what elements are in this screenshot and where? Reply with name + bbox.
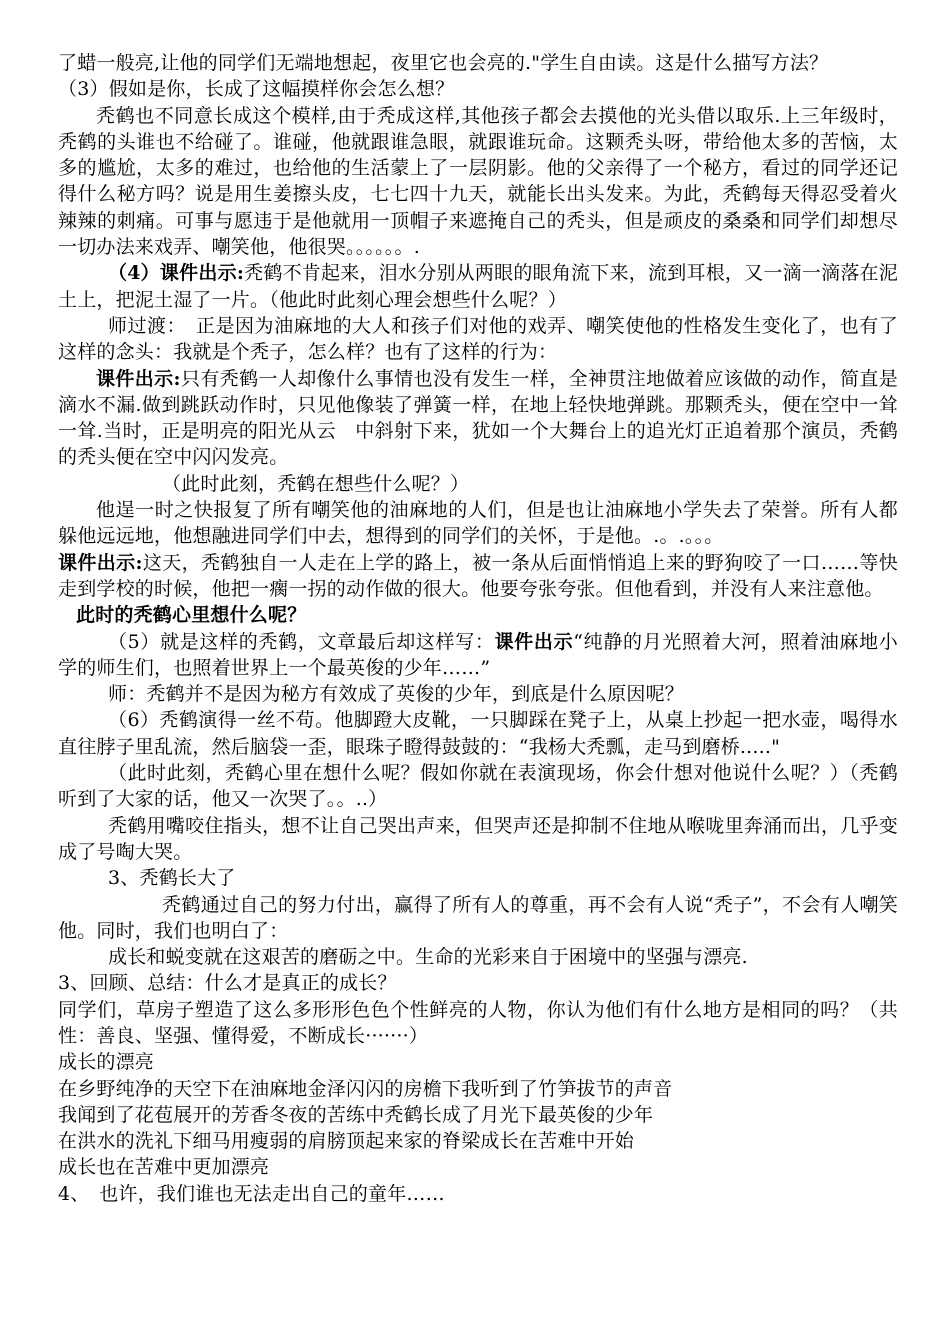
courseware-label: 课件出示:: [58, 551, 143, 574]
question-heart: 此时的秃鹤心里想什么呢？: [76, 604, 307, 627]
poem-title: 成长的漂亮: [58, 1051, 155, 1074]
prompt-performance: （此时此刻，秃鹤心里在想什么呢？假如你就在表演现场，你会什想对他说什么呢？）（秃鹤听到了大家的话，他又一次哭了。。..）: [58, 762, 898, 811]
poem-line: 在乡野纯净的天空下在油麻地金泽闪闪的房檐下我听到了竹笋拔节的声音: [58, 1077, 673, 1100]
paragraph-opening-quote: 了蜡一般亮,让他的同学们无端地想起，夜里它也会亮的."学生自由读。这是什么描写方法？: [58, 52, 829, 74]
section-heading-childhood: 4、 也许，我们谁也无法走出自己的童年……: [58, 1182, 445, 1205]
paragraph-revenge: 他逞一时之快报复了所有嘲笑他的油麻地的人们，但是也让油麻地小学失去了荣誉。所有人都躲他远远地，他想融进同学们中去，想得到的同学们的关怀，于是他。.。.。。。: [58, 499, 898, 548]
document-page: [58, 50, 898, 1207]
question-4: [58, 260, 898, 313]
poem-line: 成长也在苦难中更加漂亮: [58, 1156, 270, 1179]
section-heading-grew-up: 3、秃鹤长大了: [108, 867, 236, 890]
courseware-label: 课件出示:: [96, 367, 181, 390]
question-5-quote: “纯静的月光照着大河，照着油麻地小学的师生们，也照着世界上一个最英俊的少年……”: [58, 630, 898, 679]
teacher-transition: 师过渡： 正是因为油麻地的大人和孩子们对他的戏弄、嘲笑使他的性格发生变化了，也有了这样的念头：我就是个秃子，怎么样？也有了这样的行为：: [58, 314, 898, 364]
question-3: （3）假如是你，长成了这幅摸样你会怎么想？: [58, 78, 455, 101]
courseware-dog: [58, 550, 898, 603]
courseware-exercise-text: 只有秃鹤一人却像什么事情也没有发生一样，全神贯注地做着应该做的动作，简直是滴水不漏.做到跳跃动作时，只见他像装了弹簧一样，在地上轻快地弹跳。那颗秃头，便在空中一耸一耸.当时，正是明亮的阳光从云 中斜射下来，犹如一个大舞台上的追光灯正追着那个演员，秃鹤的秃头便在空中闪闪发亮。: [58, 367, 899, 469]
paragraph-conclusion: 成长和蜕变就在这艰苦的磨砺之中。生命的光彩来自于困境中的坚强与漂亮.: [108, 946, 748, 969]
courseware-label: （4）课件出示:: [108, 262, 245, 285]
paragraph-crying: 秃鹤用嘴咬住指头，想不让自己哭出声来，但哭声还是抑制不住地从喉咙里奔涌而出，几乎变成了号啕大哭。: [58, 814, 898, 863]
poem-line: 我闻到了花苞展开的芳香冬夜的苦练中秃鹤长成了月光下最英俊的少年: [58, 1103, 654, 1126]
courseware-dog-text: 这天，秃鹤独自一人走在上学的路上，被一条从后面悄悄追上来的野狗咬了一口……等快走到学校的时候，他把一瘸一拐的动作做的很大。他要夸张夸张。但他看到，并没有人来注意他。: [58, 551, 898, 600]
courseware-label: 课件出示: [494, 630, 574, 653]
question-6: （6）秃鹤演得一丝不苟。他脚蹬大皮靴，一只脚踩在凳子上，从桌上抄起一把水壶，喝得水直往脖子里乱流，然后脑袋一歪，眼珠子瞪得鼓鼓的：“我杨大秃瓢，走马到磨桥.....": [58, 709, 898, 758]
teacher-question: 师：秃鹤并不是因为秘方有效成了英俊的少年，到底是什么原因呢？: [108, 683, 685, 706]
prompt-thinking: （此时此刻，秃鹤在想些什么呢？）: [162, 472, 470, 495]
poem-line: 在洪水的洗礼下细马用瘦弱的肩膀顶起来家的脊梁成长在苦难中开始: [58, 1130, 635, 1153]
paragraph-common-traits: 同学们，草房子塑造了这么多形形色色个性鲜亮的人物，你认为他们有什么地方是相同的吗？（共性：善良、坚强、懂得爱，不断成长·······）: [58, 998, 898, 1047]
paragraph-respect: 秃鹤通过自己的努力付出，赢得了所有人的尊重，再不会有人说“秃子”，不会有人嘲笑他。同时，我们也明白了：: [58, 893, 898, 942]
courseware-exercise: [58, 366, 898, 471]
question-5: [58, 629, 898, 682]
section-heading-review: 3、回顾、总结：什么才是真正的成长？: [58, 972, 397, 995]
question-5-text: （5）就是这样的秃鹤，文章最后却这样写：: [108, 630, 495, 653]
question-4-text: 秃鹤不肯起来，泪水分别从两眼的眼角流下来，流到耳根，又一滴一滴落在泥土上，把泥土湿了一片。（他此时此刻心理会想些什么呢？）: [58, 262, 898, 311]
paragraph-background: 秃鹤也不同意长成这个模样,由于秃成这样,其他孩子都会去摸他的光头借以取乐.上三年级时，秃鹤的头谁也不给碰了。谁碰，他就跟谁急眼，就跟谁玩命。这颗秃头呀，带给他太多的苦恼，太多的尴尬，太多的难过，也给他的生活蒙上了一层阴影。他的父亲得了一个秘方，看过的同学还记得什么秘方吗？说是用生姜擦头皮，七七四十九天，就能长出头发来。为此，秃鹤每天得忍受着火辣辣的刺痛。可事与愿违于是他就用一顶帽子来遮掩自己的秃头，但是顽皮的桑桑和同学们却想尽一切办法来戏弄、嘲笑他，他很哭。。。。。。.: [58, 104, 898, 259]
